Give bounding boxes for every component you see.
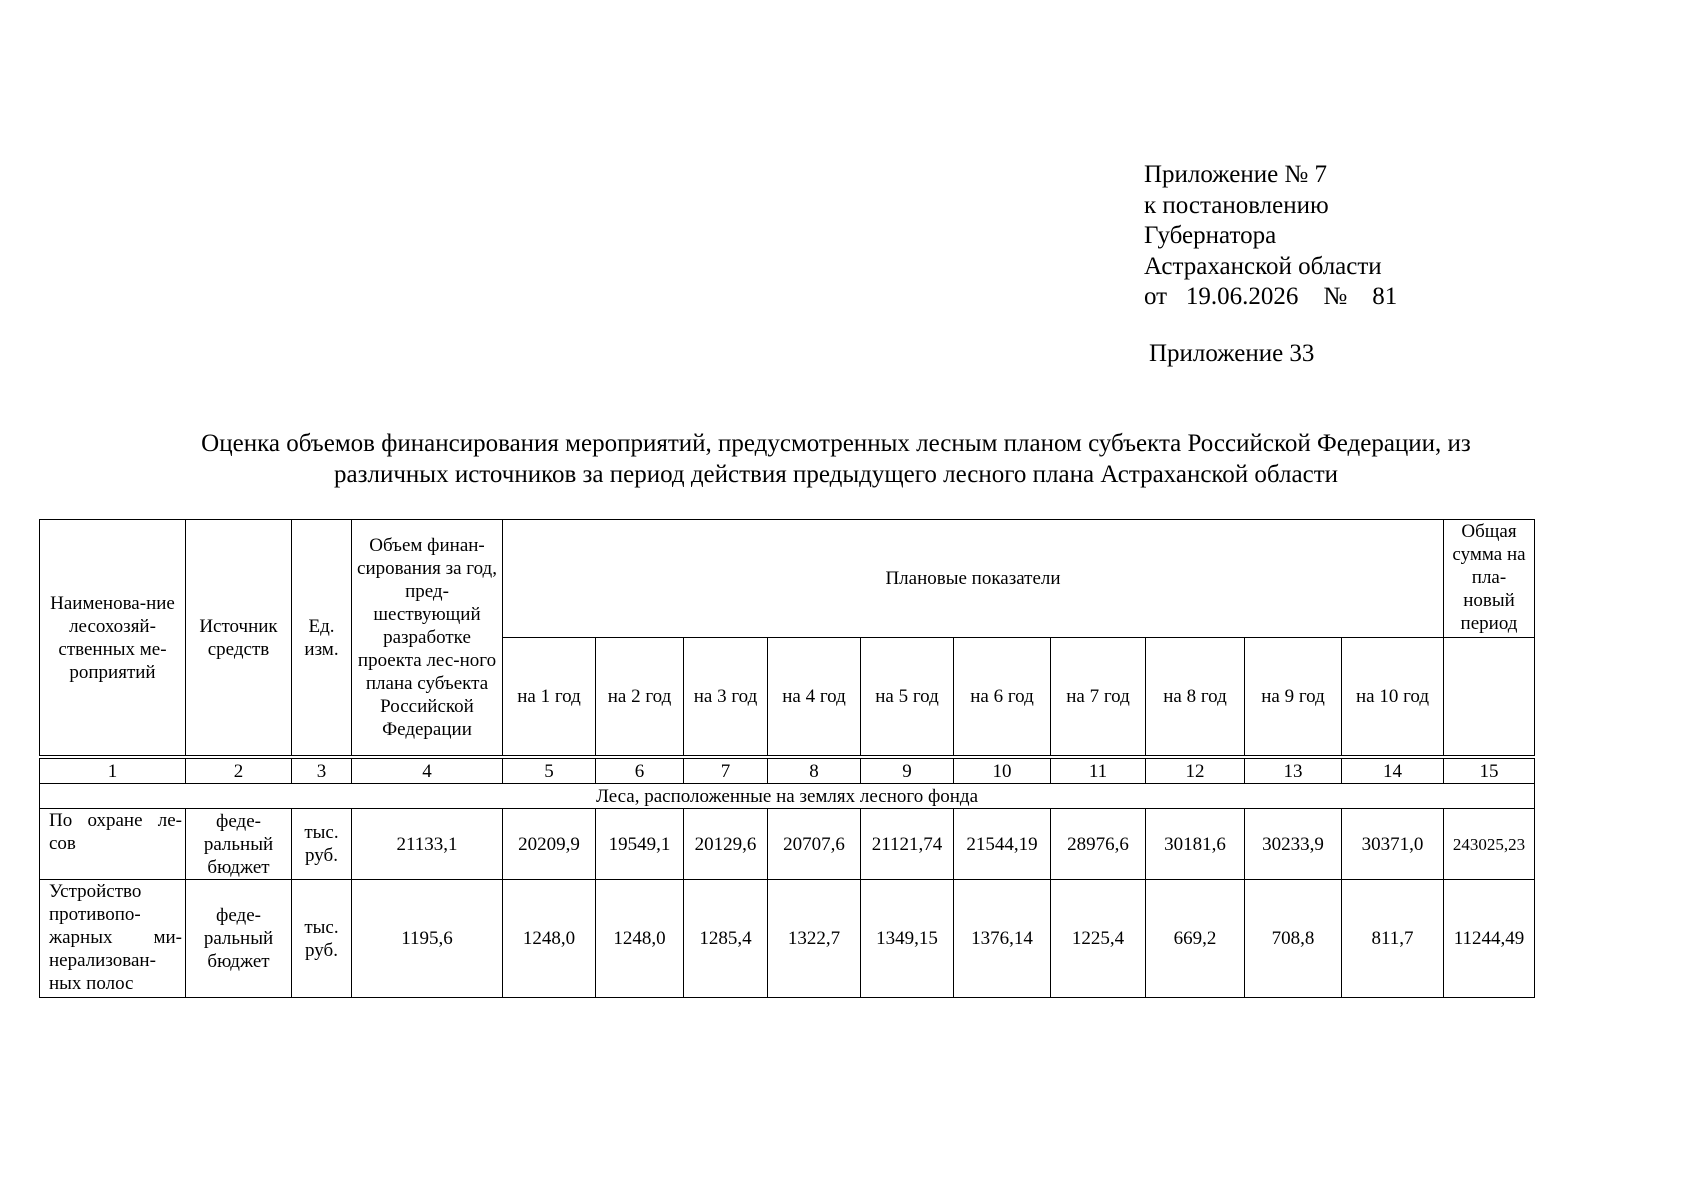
activity-name-line: жарных ми- [49,927,182,948]
column-number: 15 [1444,759,1535,784]
header-year-2: на 2 год [596,638,684,756]
column-number: 13 [1245,759,1342,784]
appendix-line: к постановлению [1144,191,1329,219]
activity-name-line: сов [49,833,76,854]
activity-name-line: Устройство [49,881,142,902]
table-row [40,809,1535,880]
unit-cell: тыс. руб. [292,809,352,880]
appendix-number: Приложение 33 [1149,340,1315,367]
value-cell: 21544,19 [954,809,1051,880]
appendix-block [1144,160,1397,313]
value-cell: 21133,1 [352,809,503,880]
section-row [40,784,1535,809]
header-funding-source: Источник средств [186,520,292,756]
header-base-year-volume: Объем финан-сирования за год, пред-шествующий разработке проекта лес-ного плана субъекта Российской Федерации [352,520,503,756]
unit-cell: тыс. руб. [292,880,352,998]
value-cell: 30371,0 [1342,809,1444,880]
value-cell: 28976,6 [1051,809,1146,880]
value-cell: 669,2 [1146,880,1245,998]
header-year-10: на 10 год [1342,638,1444,756]
value-cell: 19549,1 [596,809,684,880]
value-cell: 1195,6 [352,880,503,998]
header-year-4: на 4 год [768,638,861,756]
value-cell: 30233,9 [1245,809,1342,880]
header-year-6: на 6 год [954,638,1051,756]
funding-source-cell: феде-ральный бюджет [186,880,292,998]
total-cell: 243025,23 [1444,809,1535,880]
section-title: Леса, расположенные на землях лесного фонда [40,784,1535,809]
column-number: 8 [768,759,861,784]
header-year-8: на 8 год [1146,638,1245,756]
activity-name-cell [40,880,186,998]
document-title: Оценка объемов финансирования мероприятий, предусмотренных лесным планом субъекта Российской Федерации, из различных источников за период действия предыдущего лесного плана Астраханской области [201,430,1471,488]
header-planned-indicators: Плановые показатели [503,520,1444,638]
value-cell: 1376,14 [954,880,1051,998]
value-cell: 30181,6 [1146,809,1245,880]
column-number-row [40,759,1535,784]
activity-name-line: ных полос [49,973,134,994]
header-activity-name: Наименова-ние лесохозяй-ственных ме-роприятий [40,520,186,756]
value-cell: 21121,74 [861,809,954,880]
column-number: 9 [861,759,954,784]
header-year-7: на 7 год [1051,638,1146,756]
value-cell: 1248,0 [596,880,684,998]
column-number: 12 [1146,759,1245,784]
table-row [40,880,1535,998]
header-year-1: на 1 год [503,638,596,756]
header-year-5: на 5 год [861,638,954,756]
column-number: 11 [1051,759,1146,784]
header-total-sum: Общая сумма на пла-новый период [1444,520,1535,638]
header-unit: Ед. изм. [292,520,352,756]
appendix-line: от 19.06.2026 № 81 [1144,283,1398,310]
column-number: 4 [352,759,503,784]
column-number: 14 [1342,759,1444,784]
appendix-line: Приложение № 7 [1144,161,1328,188]
activity-name-line: противопо- [49,904,141,925]
column-number: 3 [292,759,352,784]
value-cell: 1322,7 [768,880,861,998]
activity-name-cell [40,809,186,880]
column-number: 1 [40,759,186,784]
activity-name-line: По охране ле- [49,810,182,831]
header-table [39,519,1535,756]
column-number: 6 [596,759,684,784]
header-year-9: на 9 год [1245,638,1342,756]
column-number: 2 [186,759,292,784]
column-number: 7 [684,759,768,784]
value-cell: 20129,6 [684,809,768,880]
data-table [39,758,1535,998]
header-total-empty [1444,638,1535,756]
column-number: 10 [954,759,1051,784]
value-cell: 708,8 [1245,880,1342,998]
funding-source-cell: феде-ральный бюджет [186,809,292,880]
value-cell: 20209,9 [503,809,596,880]
header-year-3: на 3 год [684,638,768,756]
total-cell: 11244,49 [1444,880,1535,998]
appendix-line: Губернатора [1144,222,1277,249]
value-cell: 20707,6 [768,809,861,880]
value-cell: 1225,4 [1051,880,1146,998]
value-cell: 1349,15 [861,880,954,998]
appendix-line: Астраханской области [1144,252,1382,280]
column-number: 5 [503,759,596,784]
value-cell: 1285,4 [684,880,768,998]
value-cell: 1248,0 [503,880,596,998]
activity-name-line: нерализован- [49,950,156,971]
value-cell: 811,7 [1342,880,1444,998]
